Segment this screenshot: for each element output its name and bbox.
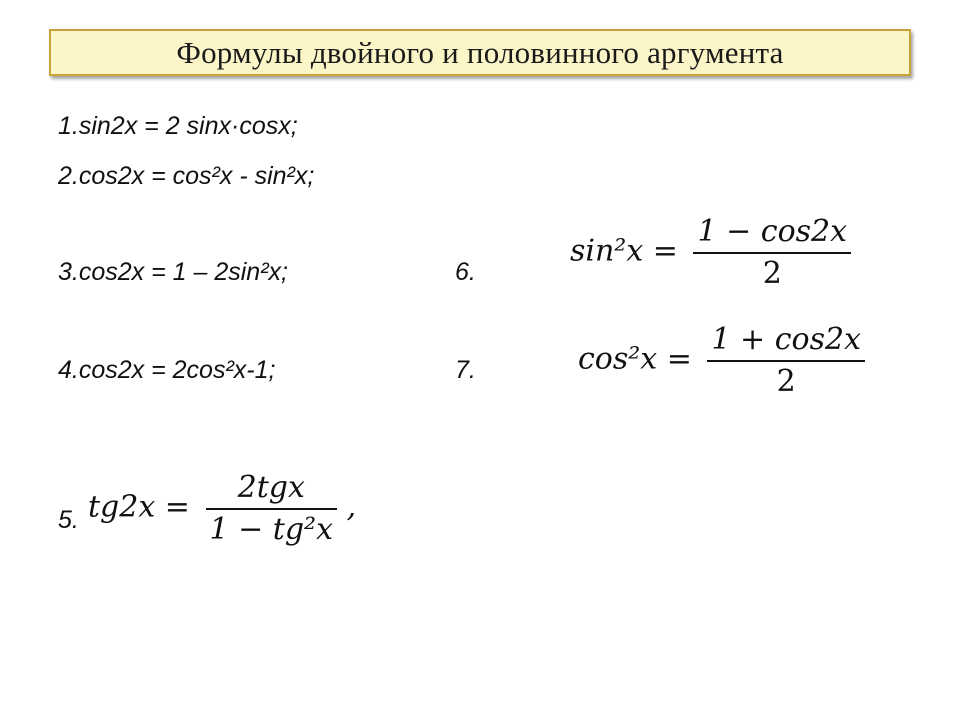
formula-7-number: 7. (455, 356, 476, 384)
formula-1: 1.sin2x = 2 sinx·cosx; (58, 112, 298, 140)
formula-6 (570, 216, 851, 289)
formula-6-lhs: sin²x = (570, 233, 678, 269)
slide-title: Формулы двойного и половинного аргумента (176, 34, 784, 70)
fraction-bar (693, 252, 851, 254)
title-banner (49, 29, 911, 76)
formula-5-tail: , (346, 489, 357, 525)
formula-5-lhs: tg2x = (88, 489, 190, 525)
formula-5-denominator: 1 − tg²x (209, 511, 334, 547)
formula-5-numerator: 2tgx (237, 470, 305, 505)
formula-7-fraction (707, 324, 865, 397)
formula-3: 3.cos2x = 1 – 2sin²x; (58, 258, 288, 286)
formula-7 (578, 324, 865, 397)
formula-6-denominator: 2 (762, 255, 782, 291)
formula-4: 4.cos2x = 2cos²x-1; (58, 356, 276, 384)
formula-5-number: 5. (58, 506, 79, 534)
formula-6-numerator: 1 − cos2x (697, 214, 848, 249)
formula-5-fraction (206, 472, 338, 545)
formula-7-denominator: 2 (776, 363, 796, 399)
formula-5 (88, 472, 356, 545)
formula-7-lhs: cos²x = (578, 341, 692, 377)
formula-2: 2.cos2x = cos²x - sin²x; (58, 162, 315, 190)
formula-6-fraction (693, 216, 851, 289)
fraction-bar (206, 508, 338, 510)
formula-6-number: 6. (455, 258, 476, 286)
formula-7-numerator: 1 + cos2x (711, 322, 861, 357)
fraction-bar (707, 360, 865, 362)
